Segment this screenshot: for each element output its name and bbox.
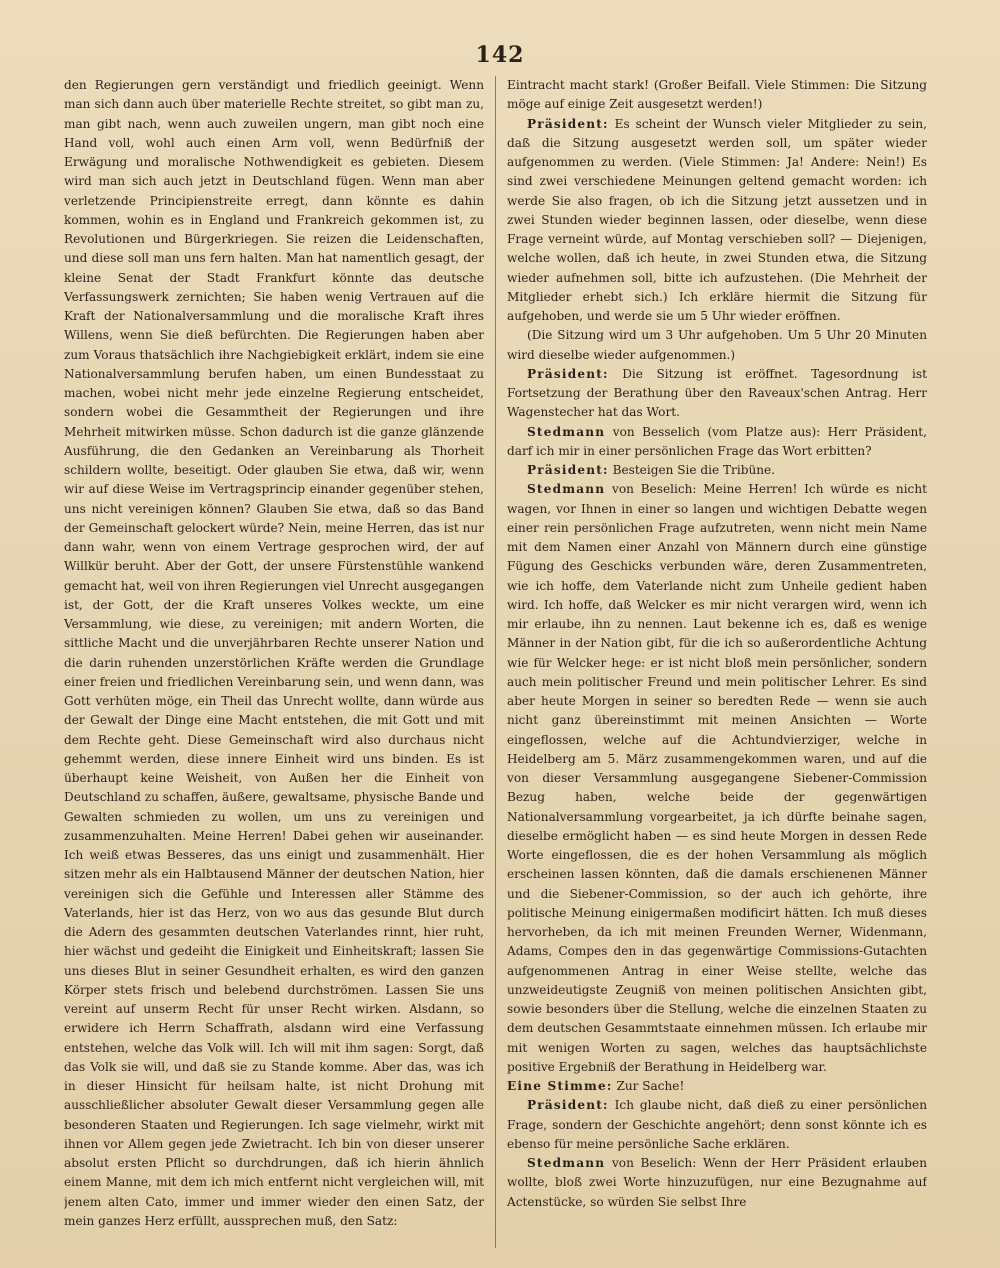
president-statement-1 xyxy=(507,115,927,327)
speaker-label: Stedmann xyxy=(527,424,606,439)
speaker-label: Stedmann xyxy=(527,482,606,497)
president-statement-4 xyxy=(507,1096,927,1154)
page-number: 142 xyxy=(475,42,525,68)
stedmann-statement-1 xyxy=(507,423,927,462)
stedmann-statement-3 xyxy=(507,1154,927,1212)
president-statement-2 xyxy=(507,365,927,423)
stedmann-statement-2 xyxy=(507,480,927,1077)
statement-text: Es scheint der Wunsch vieler Mitglieder zu sein, daß die Sitzung ausgesetzt werden soll, um später wieder aufgenommen zu werden. (Viele Stimmen: Ja! Andere: Nein!) Es sind zwei verschiedene Meinungen geltend gemacht worden: ich werde Sie also fragen, ob ich die Sitzung jetzt aussetzen und in zwei Stunden wieder beginnen lassen, oder dieselbe, wenn diese Frage verneint würde, auf Montag verschieben soll? — Diejenigen, welche wollen, daß ich heute, in zwei Stunden etwa, die Sitzung wieder aufnehmen soll, bitte ich aufzustehen. (Die Mehrheit der Mitglieder erhebt sich.) Ich erkläre hiermit die Sitzung für aufgehoben, und werde sie um 5 Uhr wieder eröffnen. xyxy=(507,116,927,323)
session-note: (Die Sitzung wird um 3 Uhr aufgehoben. Um 5 Uhr 20 Minuten wird dieselbe wieder aufgenommen.) xyxy=(507,328,927,362)
right-paragraph-1: Eintracht macht stark! (Großer Beifall. Viele Stimmen: Die Sitzung möge auf einige Zeit ausgesetzt werden!) xyxy=(507,78,927,112)
speaker-label: Eine Stimme: xyxy=(507,1079,613,1093)
voice-interjection xyxy=(507,1077,927,1096)
speaker-label: Präsident: xyxy=(527,116,609,131)
right-column xyxy=(507,76,927,1254)
speaker-label: Präsident: xyxy=(527,463,609,477)
speaker-label: Stedmann xyxy=(527,1156,606,1170)
column-divider xyxy=(495,76,496,1248)
statement-text: Ich glaube nicht, daß dieß zu einer persönlichen Frage, sondern der Geschichte angehört; denn sonst könnte ich es ebenso für meine persönliche Sache erklären. xyxy=(507,1098,927,1151)
statement-text: Die Sitzung ist eröffnet. Tagesordnung ist Fortsetzung der Berathung über den Raveaux'schen Antrag. Herr Wagenstecher hat das Wort. xyxy=(507,366,927,420)
left-column xyxy=(64,76,484,1254)
statement-text: von Besselich (vom Platze aus): Herr Präsident, darf ich mir in einer persönlichen Frage das Wort erbitten? xyxy=(507,424,927,458)
speaker-label: Präsident: xyxy=(527,366,609,381)
president-statement-3 xyxy=(507,461,927,480)
statement-text: Besteigen Sie die Tribüne. xyxy=(612,463,776,477)
statement-text: von Beselich: Meine Herren! Ich würde es nicht wagen, vor Ihnen in einer so langen und wichtigen Debatte wegen einer rein persönlichen Frage aufzutreten, wenn nicht mein Name mit dem Namen einer Anzahl von Männern durch eine günstige Fügung des Geschicks verbunden wäre, deren Zusammentreten, wie ich hoffe, dem Vaterlande nicht zum Unheile gedient haben wird. Ich hoffe, daß Welcker es mir nicht verargen wird, wenn ich mir erlaube, ihn zu nennen. Laut bekenne ich es, daß es wenige Männer in der Nation gibt, für die ich so außerordentliche Achtung wie für Welcker hege: er ist nicht bloß mein persönlicher, sondern auch mein politischer Freund und mein politischer Lehrer. Es sind aber heute Morgen in seiner so beredten Rede — wenn sie auch nicht ganz übereinstimmt mit meinen Ansichten — Worte eingeflossen, welche auf die Achtundvierziger, welche in Heidelberg am 5. März zusammengekommen waren, und auf die von dieser Versammlung ausgegangene Siebener-Commission Bezug haben, welche beide der gegenwärtigen Nationalversammlung vorgearbeitet, ja ich dürfte beinahe sagen, dieselbe ermöglicht haben — es sind heute Morgen in dessen Rede Worte eingeflossen, die es der hohen Versammlung als möglich erscheinen lassen könnten, daß die damals erschienenen Männer und die Siebener-Commission, so der auch ich gehörte, ihre politische Meinung einigermaßen modificirt hätten. Ich muß dieses hervorheben, da ich mit meinen Freunden Werner, Widenmann, Adams, Compes den in das gegenwärtige Commissions-Gutachten aufgenommenen Antrag in einer Weise stellte, welche das unzweideutigste Zeugniß von meinen politischen Ansichten gibt, sowie besonders über die Stellung, welche die einzelnen Staaten zu dem deutschen Gesammtstaate einnehmen müssen. Ich erlaube mir mit wenigen Worten zu sagen, welches das hauptsächlichste positive Ergebniß der Berathung in Heidelberg war. xyxy=(507,482,927,1074)
speaker-label: Präsident: xyxy=(527,1098,609,1113)
left-paragraph-1: den Regierungen gern verständigt und friedlich geeinigt. Wenn man sich dann auch über materielle Rechte streitet, so gibt man zu, man gibt nach, wenn auch zuweilen ungern, man gibt noch eine Hand voll, wohl auch einen Arm voll, wenn Bedürfniß der Erwägung und moralische Nothwendigkeit es gebieten. Diesem wird man sich auch jetzt in Deutschland fügen. Wenn man aber verletzende Principienstreite erregt, dann könnte es dahin kommen, wohin es in England und Frankreich gekommen ist, zu Revolutionen und Bürgerkriegen. Sie reizen die Leidenschaften, und diese soll man uns fern halten. Man hat namentlich gesagt, der kleine Senat der Stadt Frankfurt könnte das deutsche Verfassungswerk zernichten; Sie haben wenig Vertrauen auf die Kraft der Nationalversammlung und die moralische Kraft ihres Willens, wenn Sie dieß befürchten. Die Regierungen haben aber zum Voraus thatsächlich ihre Nachgiebigkeit erklärt, indem sie eine Nationalversammlung berufen haben, um einen Bundesstaat zu machen, wobei nicht mehr jede einzelne Regierung entscheidet, sondern wobei die Gesammtheit der Regierungen und ihre Mehrheit mitwirken müsse. Schon dadurch ist die ganze glänzende Ausführung, die den Gedanken an Vereinbarung als Thorheit schildern wollte, beseitigt. Oder glauben Sie etwa, daß wir, wenn wir auf diese Weise im Vertragsprincip einander gegenüber stehen, uns nicht vereinigen können? Glauben Sie etwa, daß so das Band der Gemeinschaft gelockert würde? Nein, meine Herren, das ist nur dann wahr, wenn von einem Vertrage gesprochen wird, der auf Willkür beruht. Aber der Gott, der unsere Fürstenstühle wankend gemacht hat, weil von ihren Regierungen viel Unrecht ausgegangen ist, der Gott, der die Kraft unseres Volkes weckte, um eine Versammlung, wie diese, zu vereinigen; mit andern Worten, die sittliche Macht und die unverjährbaren Rechte unserer Nation und die darin ruhenden unzerstörlichen Kräfte werden die Grundlage einer freien und friedlichen Vereinbarung sein, und wenn dann, was Gott verhüten möge, ein Theil das Unrecht wollte, dann würde aus der Gewalt der Dinge eine Macht entstehen, die mit Gott und mit dem Rechte geht. Diese Gemeinschaft wird also durchaus nicht gehemmt werden, diese innere Einheit wird uns binden. Es ist überhaupt keine Weisheit, von Außen her die Einheit von Deutschland zu schaffen, äußere, gewaltsame, physische Bande und Gewalten schmieden zu wollen, um uns zu vereinigen und zusammenzuhalten. Meine Herren! Dabei gehen wir auseinander. Ich weiß etwas Besseres, das uns einigt und zusammenhält. Hier sitzen mehr als ein Halbtausend Männer der deutschen Nation, hier vereinigen sich die Gefühle und Interessen aller Stämme des Vaterlands, hier ist das Herz, von wo aus das gesunde Blut durch die Adern des gesammten deutschen Vaterlandes rinnt, hier ruht, hier wächst und gedeiht die Einigkeit und Einheitskraft; lassen Sie uns dieses Blut in seiner Gesundheit erhalten, es wird den ganzen Körper stets frisch und belebend durchströmen. Lassen Sie uns vereint auf unserm Recht für unser Recht wirken. Alsdann, so erwidere ich Herrn Schaffrath, alsdann wird eine Verfassung entstehen, welche das Volk will. Ich will mit ihm sagen: Sorgt, daß das Volk sie will, und daß sie zu Stande komme. Aber das, was ich in dieser Hinsicht für heilsam halte, ist nicht Drohung mit ausschließlicher absoluter Gewalt dieser Versammlung gegen alle besonderen Staaten und Regierungen. Ich sage vielmehr, wirkt mit ihnen vor Allem gegen jede Zwietracht. Ich bin von dieser unserer absolut ersten Pflicht so durchdrungen, daß ich hierin ähnlich einem Manne, mit dem ich mich entfernt nicht vergleichen will, mit jenem alten Cato, immer und immer wieder den einen Satz, der mein ganzes Herz erfüllt, aussprechen muß, den Satz: xyxy=(64,78,484,1228)
statement-text: von Beselich: Wenn der Herr Präsident erlauben wollte, bloß zwei Worte hinzuzufügen, nur eine Bezugnahme auf Actenstücke, so würden Sie selbst Ihre xyxy=(507,1156,927,1209)
statement-text: Zur Sache! xyxy=(616,1079,685,1093)
